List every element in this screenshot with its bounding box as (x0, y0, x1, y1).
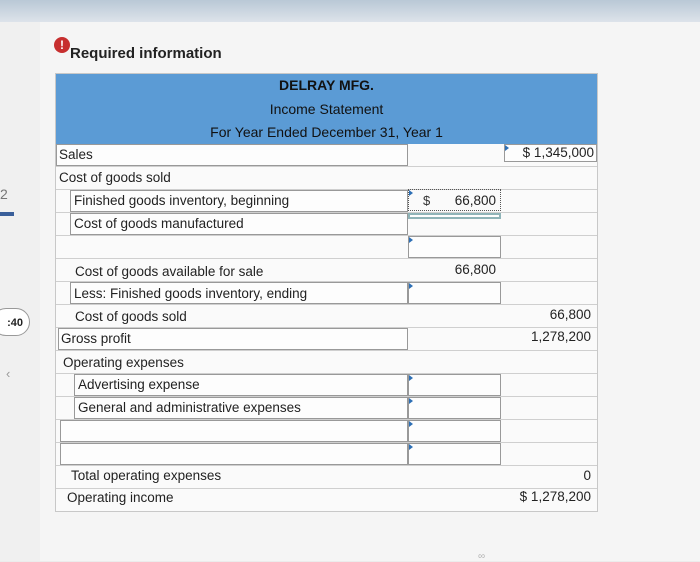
statement-title: Income Statement (269, 101, 384, 117)
opex-section-header: Operating expenses (63, 355, 184, 370)
chevron-left-icon[interactable]: ‹ (6, 366, 11, 381)
row-divider (56, 465, 597, 466)
goods-available-label: Cost of goods available for sale (75, 264, 264, 279)
blank-expense-label-field[interactable] (60, 420, 408, 442)
field-marker-icon (409, 237, 413, 243)
required-information-title: Required information (70, 45, 222, 62)
company-name: DELRAY MFG. (279, 77, 374, 93)
goods-available-value: 66,800 (454, 262, 496, 277)
cogs-value: 66,800 (549, 307, 591, 322)
fg-begin-currency: $ (423, 193, 431, 208)
fg-begin-label: Finished goods inventory, beginning (74, 193, 290, 208)
field-marker-icon (409, 421, 413, 427)
top-strip (0, 0, 700, 22)
operating-income-label: Operating income (67, 490, 174, 505)
field-marker-icon (409, 283, 413, 289)
gross-profit-label: Gross profit (61, 331, 131, 346)
total-opex-label: Total operating expenses (71, 468, 222, 483)
income-statement-table (55, 73, 598, 512)
fg-end-value-field[interactable] (408, 282, 501, 304)
alert-icon: ! (54, 37, 70, 53)
row-divider (56, 304, 597, 305)
advertising-label: Advertising expense (78, 377, 200, 392)
current-question-marker (0, 212, 14, 216)
ga-label: General and administrative expenses (78, 400, 301, 415)
row-divider (56, 350, 597, 351)
row-divider (56, 258, 597, 259)
cogm-value-field[interactable] (408, 236, 501, 258)
question-number[interactable]: 2 (0, 186, 8, 202)
total-opex-value: 0 (583, 468, 591, 483)
cogs-section-header: Cost of goods sold (59, 170, 171, 185)
sales-label: Sales (59, 147, 93, 162)
field-marker-icon (409, 190, 413, 196)
blank-expense-value-field[interactable] (408, 420, 501, 442)
row-divider (56, 166, 597, 167)
link-icon[interactable]: ∞ (478, 551, 486, 562)
gross-profit-value: 1,278,200 (530, 329, 591, 344)
statement-period: For Year Ended December 31, Year 1 (210, 124, 443, 140)
cogm-label: Cost of goods manufactured (74, 216, 244, 231)
question-navigation-panel (0, 22, 41, 561)
blank-expense-value-field[interactable] (408, 443, 501, 465)
sales-value: $ 1,345,000 (522, 145, 594, 160)
advertising-value-field[interactable] (408, 374, 501, 396)
sales-label-field[interactable] (56, 144, 408, 166)
blank-expense-label-field[interactable] (60, 443, 408, 465)
ga-value-field[interactable] (408, 397, 501, 419)
field-marker-icon (409, 375, 413, 381)
operating-income-value: $ 1,278,200 (519, 489, 591, 504)
timer-badge: :40 (0, 308, 30, 336)
cogs-label: Cost of goods sold (75, 309, 187, 324)
statement-header (56, 74, 597, 144)
fg-end-label: Less: Finished goods inventory, ending (74, 286, 308, 301)
fg-begin-value: 66,800 (454, 193, 496, 208)
row-divider (56, 235, 597, 236)
field-marker-icon (409, 398, 413, 404)
cogm-value-field-top[interactable] (408, 213, 501, 219)
field-marker-icon (409, 444, 413, 450)
